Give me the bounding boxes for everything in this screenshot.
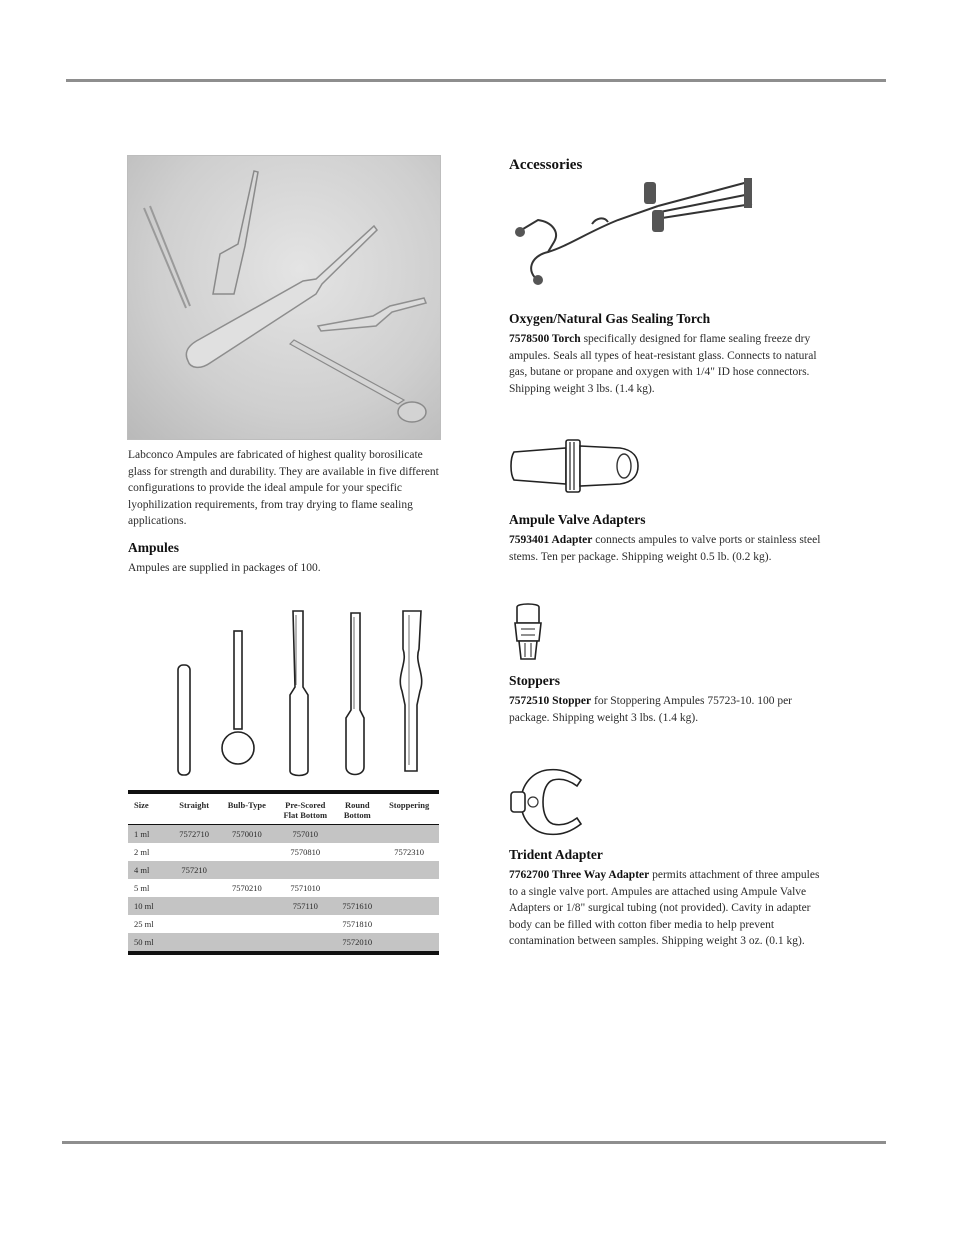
cell xyxy=(218,915,275,933)
cell: 7570210 xyxy=(231,883,262,893)
cell xyxy=(218,843,275,861)
cell: 7572010 xyxy=(335,933,379,953)
ampule-sizes-table xyxy=(128,790,439,955)
cell xyxy=(218,897,275,915)
table-row xyxy=(128,861,439,879)
cell: 7571010 xyxy=(290,883,321,893)
stopper-text: for Stoppering Ampules 75723-10. 100 per package. Shipping weight 3 lbs. (1.4 kg). xyxy=(509,695,793,724)
table-header-row xyxy=(128,792,439,825)
cell xyxy=(379,897,439,915)
cell xyxy=(379,825,439,844)
cell: 7571610 xyxy=(335,897,379,915)
cell: 25 ml xyxy=(134,919,154,929)
trident-adapter-illustration xyxy=(507,762,585,842)
table-row xyxy=(128,933,439,953)
cell: 7571810 xyxy=(342,919,373,929)
cell xyxy=(275,861,335,879)
table-row xyxy=(128,843,439,861)
stopper-description xyxy=(509,693,829,726)
cell: 7572710 xyxy=(170,825,218,844)
stopper-heading: Stoppers xyxy=(509,673,561,688)
cell xyxy=(379,933,439,953)
cell xyxy=(170,843,218,861)
cell xyxy=(335,843,379,861)
cell xyxy=(170,915,218,933)
torch-heading: Oxygen/Natural Gas Sealing Torch xyxy=(509,311,711,326)
cell xyxy=(275,933,335,953)
cell xyxy=(335,879,379,897)
cell: 757010 xyxy=(275,825,335,844)
cell: 7570810 xyxy=(290,847,321,857)
ampules-text: Ampules are supplied in packages of 100. xyxy=(128,562,321,574)
trident-part-number: 7762700 Three Way Adapter xyxy=(509,869,650,881)
cell xyxy=(170,879,218,897)
stopper-illustration xyxy=(509,601,555,665)
torch-illustration xyxy=(508,172,758,287)
cell: 7570010 xyxy=(218,825,275,844)
cell: 1 ml xyxy=(128,825,170,844)
cell xyxy=(170,933,218,953)
cell: 2 ml xyxy=(134,847,150,857)
cell xyxy=(170,897,218,915)
trident-text: permits attachment of three ampules to a single valve port. Ampules are attached using Ampule Valve Adapters or 1/8" surgical tubing (not provided). Cavity in adapter body can be filled with cotton fiber media to help prevent contamination between samples. Shipping weight 3 oz. (0.1 kg). xyxy=(509,869,820,947)
col-size: Size xyxy=(128,792,170,825)
top-rule xyxy=(66,79,886,82)
cell xyxy=(335,825,379,844)
valve-adapter-heading: Ampule Valve Adapters xyxy=(509,512,646,527)
col-stoppering: Stoppering xyxy=(379,792,439,825)
table-row xyxy=(128,825,439,844)
cell: 7572310 xyxy=(394,847,425,857)
cell xyxy=(335,861,379,879)
torch-text: specifically designed for flame sealing freeze dry ampules. Seals all types of heat-resistant glass. Connects to natural gas, butane or propane and oxygen with 1/4" ID hose connectors. Shipping weight 3 lbs. (1.4 kg). xyxy=(509,333,817,395)
valve-adapter-description xyxy=(509,532,829,565)
cell: 757110 xyxy=(275,897,335,915)
ampules-photo xyxy=(127,155,441,440)
adapter-part-number: 7593401 Adapter xyxy=(509,534,593,546)
col-pre-scored: Pre-Scored Flat Bottom xyxy=(275,792,335,825)
valve-adapter-illustration xyxy=(508,438,643,494)
torch-description xyxy=(509,331,829,397)
accessories-heading: Accessories xyxy=(509,157,583,173)
torch-part-number: 7578500 Torch xyxy=(509,333,581,345)
cell xyxy=(379,879,439,897)
cell xyxy=(379,915,439,933)
cell: 5 ml xyxy=(134,883,150,893)
trident-adapter-description xyxy=(509,867,829,950)
cell xyxy=(275,915,335,933)
table-row xyxy=(128,897,439,915)
cell: 50 ml xyxy=(128,933,170,953)
trident-adapter-heading: Trident Adapter xyxy=(509,847,603,862)
cell xyxy=(379,861,439,879)
col-straight: Straight xyxy=(170,792,218,825)
ampules-heading: Ampules xyxy=(128,540,180,555)
ampule-types-drawing xyxy=(150,605,450,781)
bottom-rule xyxy=(62,1141,886,1144)
cell xyxy=(218,861,275,879)
cell: 10 ml xyxy=(128,897,170,915)
stopper-part-number: 7572510 Stopper xyxy=(509,695,592,707)
cell: 757210 xyxy=(170,861,218,879)
intro-paragraph: Labconco Ampules are fabricated of highest quality borosilicate glass for strength and durability. They are available in five different configurations to provide the ideal ampule for your specific lyophilization requirements, from tray drying to flame sealing applications. xyxy=(128,449,439,527)
col-round-bottom: Round Bottom xyxy=(335,792,379,825)
adapter-text: connects ampules to valve ports or stainless steel stems. Ten per package. Shipping weight 0.5 lb. (0.2 kg). xyxy=(509,534,821,563)
cell xyxy=(218,933,275,953)
cell: 4 ml xyxy=(128,861,170,879)
table-row xyxy=(128,879,439,897)
col-bulb-type: Bulb-Type xyxy=(218,792,275,825)
table-row xyxy=(128,915,439,933)
